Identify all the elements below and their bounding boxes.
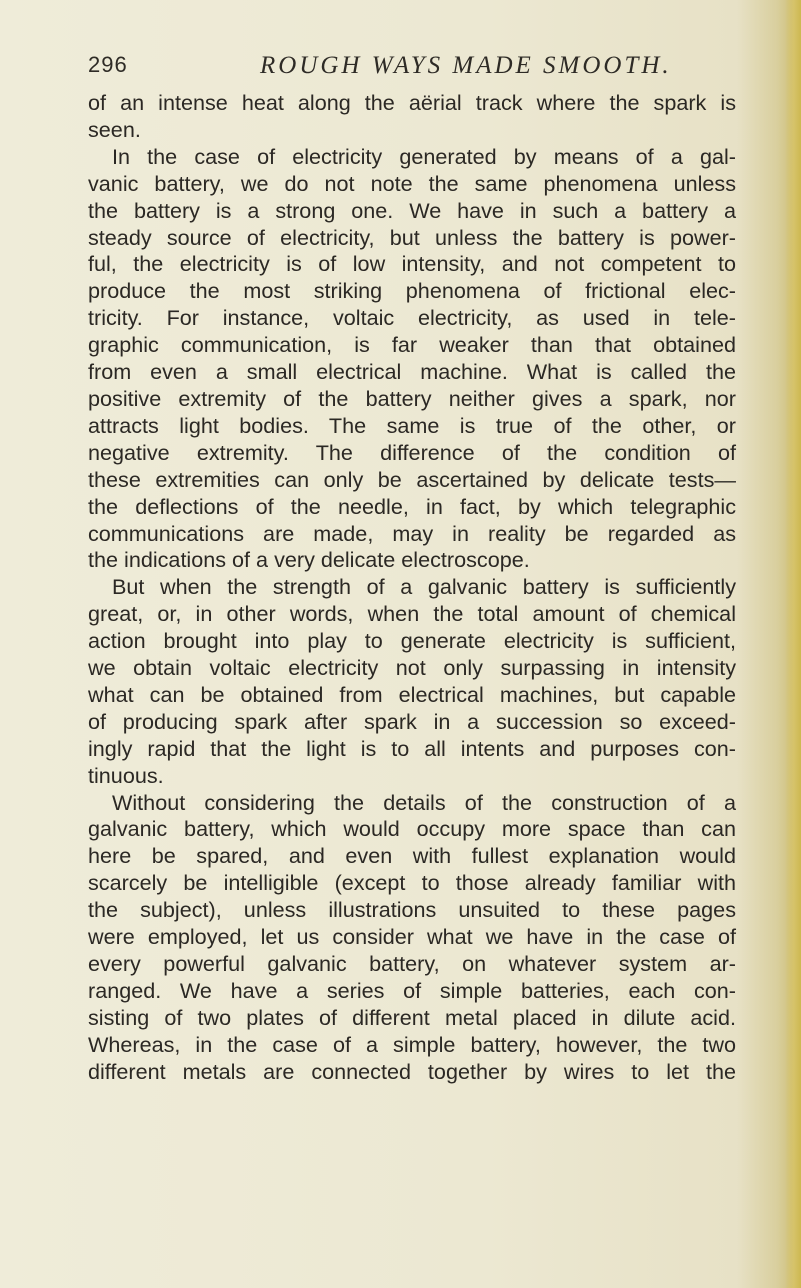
text-line: steady source of electricity, but unless the battery is power- xyxy=(88,224,736,250)
text-line: positive extremity of the battery neither gives a spark, nor xyxy=(88,385,736,411)
text-line: vanic battery, we do not note the same phenomena unless xyxy=(88,170,736,196)
text-line: the indications of a very delicate electroscope. xyxy=(88,547,530,573)
text-line: of producing spark after spark in a succession so exceed- xyxy=(88,708,736,734)
text-line: what can be obtained from electrical machines, but capable xyxy=(88,681,736,707)
text-line: tinuous. xyxy=(88,762,164,788)
text-line: the subject), unless illustrations unsuited to these pages xyxy=(88,897,736,923)
text-line: negative extremity. The difference of the condition of xyxy=(88,439,736,465)
text-line: sisting of two plates of different metal placed in dilute acid. xyxy=(88,1004,736,1030)
text-line: here be spared, and even with fullest explanation would xyxy=(88,843,736,869)
text-line: attracts light bodies. The same is true of the other, or xyxy=(88,412,736,438)
text-line: were employed, let us consider what we have in the case of xyxy=(88,924,736,950)
page-number: 296 xyxy=(88,52,128,77)
text-line: In the case of electricity generated by means of a gal- xyxy=(112,143,736,169)
text-line: the deflections of the needle, in fact, by which telegraphic xyxy=(88,493,736,519)
text-line: communications are made, may in reality be regarded as xyxy=(88,520,736,546)
text-line: great, or, in other words, when the total amount of chemical xyxy=(88,601,736,627)
text-line: every powerful galvanic battery, on whatever system ar- xyxy=(88,951,736,976)
text-line: these extremities can only be ascertained by delicate tests— xyxy=(88,466,736,492)
text-line: Without considering the details of the construction of a xyxy=(112,789,736,815)
text-line: seen. xyxy=(88,116,141,142)
text-line: different metals are connected together by wires to let the xyxy=(88,1058,736,1084)
text-line: produce the most striking phenomena of frictional elec- xyxy=(88,278,736,304)
running-title: ROUGH WAYS MADE SMOOTH. xyxy=(260,52,672,79)
text-line: of an intense heat along the aërial track where the spark is xyxy=(88,90,736,115)
page-edge xyxy=(785,0,801,1288)
text-line: from even a small electrical machine. What is called the xyxy=(88,359,736,385)
body-text xyxy=(88,90,736,1086)
text-line: graphic communication, is far weaker than that obtained xyxy=(88,332,736,358)
text-line: ranged. We have a series of simple batteries, each con- xyxy=(88,977,736,1003)
page-header xyxy=(88,52,728,86)
text-line: scarcely be intelligible (except to those already familiar with xyxy=(88,870,736,896)
text-line: tricity. For instance, voltaic electricity, as used in tele- xyxy=(88,305,736,331)
text-line: ful, the electricity is of low intensity, and not competent to xyxy=(88,251,736,277)
text-line: ingly rapid that the light is to all intents and purposes con- xyxy=(88,735,736,761)
text-line: Whereas, in the case of a simple battery, however, the two xyxy=(88,1031,736,1057)
text-line: we obtain voltaic electricity not only surpassing in intensity xyxy=(88,655,736,681)
text-line: action brought into play to generate electricity is sufficient, xyxy=(88,628,736,654)
text-line: galvanic battery, which would occupy more space than can xyxy=(88,816,736,842)
text-line: But when the strength of a galvanic battery is sufficiently xyxy=(112,574,736,600)
text-line: the battery is a strong one. We have in such a battery a xyxy=(88,197,736,223)
